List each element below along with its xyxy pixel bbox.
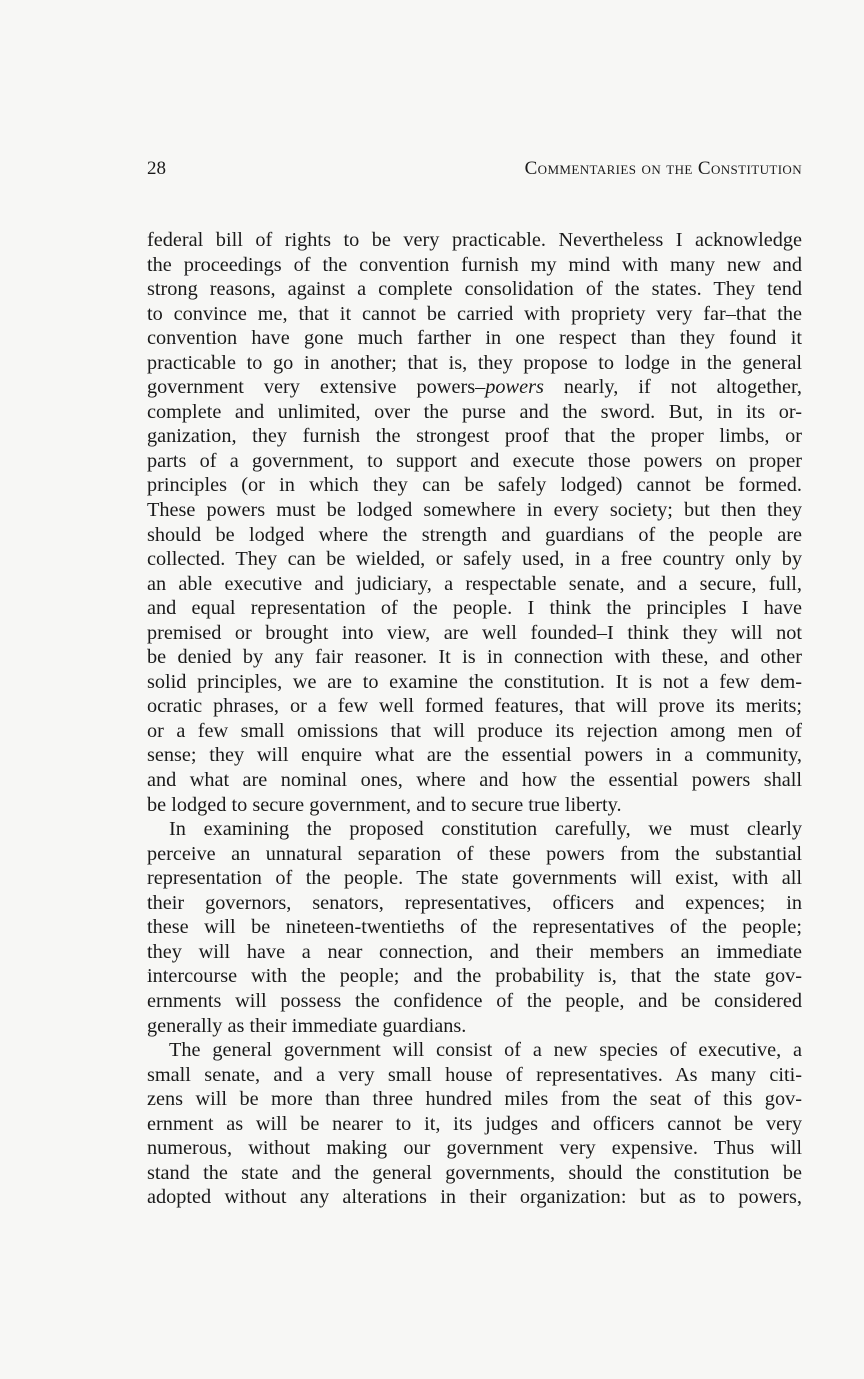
text-line: be lodged to secure government, and to secure true liberty. (147, 793, 622, 816)
text-line: government very extensive powers–powers nearly, if not altogether, (147, 376, 802, 399)
text-line: ganization, they furnish the strongest proof that the proper limbs, or (147, 425, 802, 448)
running-head (147, 158, 802, 184)
paragraph (147, 228, 802, 817)
text-line: zens will be more than three hundred miles from the seat of this gov- (147, 1088, 802, 1111)
running-title: Commentaries on the Constitution (524, 158, 802, 179)
text-line: practicable to go in another; that is, they propose to lodge in the general (147, 351, 802, 374)
text-line: should be lodged where the strength and guardians of the people are (147, 523, 802, 546)
text-line: and equal representation of the people. I think the principles I have (147, 597, 802, 620)
text-line: principles (or in which they can be safely lodged) cannot be formed. (147, 474, 802, 497)
text-line: perceive an unnatural separation of these powers from the substantial (147, 842, 802, 865)
text-line: stand the state and the general governments, should the constitution be (147, 1161, 802, 1184)
text-line: and what are nominal ones, where and how the essential powers shall (147, 769, 802, 792)
text-line: ernment as will be nearer to it, its judges and officers cannot be very (147, 1112, 802, 1135)
text-line: numerous, without making our government very expensive. Thus will (147, 1137, 802, 1160)
text-line: they will have a near connection, and their members an immediate (147, 940, 802, 963)
text-line: be denied by any fair reasoner. It is in connection with these, and other (147, 646, 802, 669)
text-line: small senate, and a very small house of representatives. As many citi- (147, 1063, 802, 1086)
paragraph (147, 1038, 802, 1210)
text-line: In examining the proposed constitution carefully, we must clearly (169, 818, 802, 841)
text-line: generally as their immediate guardians. (147, 1014, 467, 1037)
text-line: collected. They can be wielded, or safely used, in a free country only by (147, 548, 802, 571)
text-line: an able executive and judiciary, a respectable senate, and a secure, full, (147, 572, 802, 595)
text-line: the proceedings of the convention furnish my mind with many new and (147, 253, 802, 276)
text-line: representation of the people. The state governments will exist, with all (147, 867, 802, 890)
paragraph (147, 817, 802, 1038)
text-line: convention have gone much farther in one respect than they found it (147, 327, 802, 350)
text-line: intercourse with the people; and the probability is, that the state gov- (147, 965, 802, 988)
text-line: adopted without any alterations in their organization: but as to powers, (147, 1186, 802, 1209)
text-line: premised or brought into view, are well founded–I think they will not (147, 621, 802, 644)
text-line: These powers must be lodged somewhere in every society; but then they (147, 499, 802, 522)
text-line: or a few small omissions that will produce its rejection among men of (147, 719, 802, 742)
text-line: The general government will consist of a new species of executive, a (169, 1039, 802, 1062)
text-line: their governors, senators, representatives, officers and expences; in (147, 891, 802, 914)
text-line: ernments will possess the confidence of the people, and be considered (147, 989, 802, 1012)
text-line: sense; they will enquire what are the essential powers in a community, (147, 744, 802, 767)
text-line: strong reasons, against a complete consolidation of the states. They tend (147, 278, 802, 301)
page-number: 28 (147, 158, 166, 179)
text-line: to convince me, that it cannot be carried with propriety very far–that the (147, 302, 802, 325)
body-text (147, 228, 802, 1210)
text-line: parts of a government, to support and execute those powers on proper (147, 449, 802, 472)
text-line: complete and unlimited, over the purse and the sword. But, in its or- (147, 400, 802, 423)
text-line: these will be nineteen-twentieths of the representatives of the people; (147, 916, 802, 939)
italic-emphasis: powers (485, 376, 544, 399)
text-line: federal bill of rights to be very practicable. Nevertheless I acknowledge (147, 229, 802, 251)
text-line: ocratic phrases, or a few well formed features, that will prove its merits; (147, 695, 802, 718)
text-line: solid principles, we are to examine the constitution. It is not a few dem- (147, 670, 802, 693)
